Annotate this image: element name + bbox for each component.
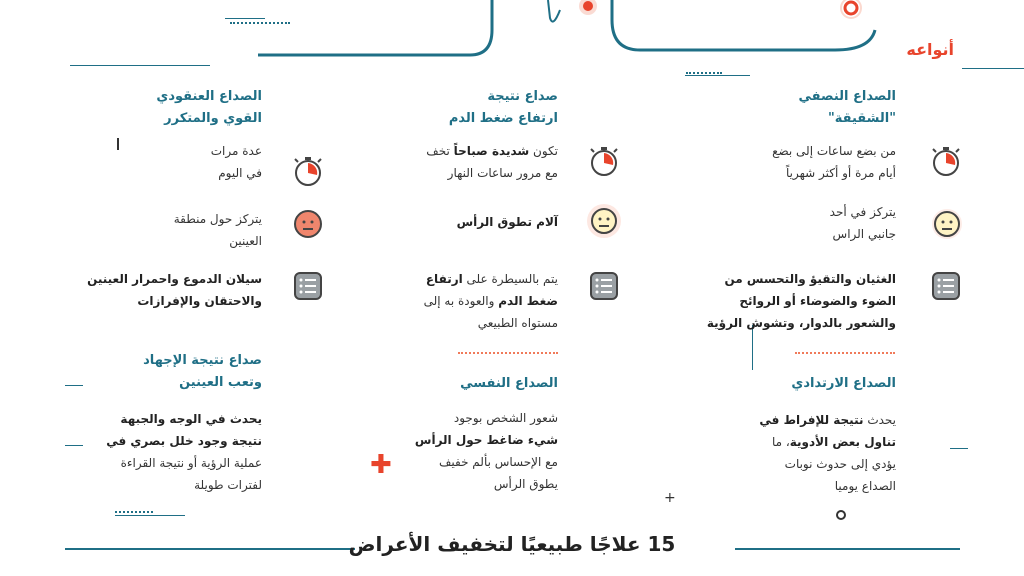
type-eyestrain: صداع نتيجة الإجهاد وتعب العينين xyxy=(143,353,262,390)
migraine-location: يتركز في أحد جانبي الراس xyxy=(829,205,896,241)
type-title: الصداع النصفي xyxy=(798,89,896,104)
migraine-symptoms: الغثيان والتقيؤ والتحسس من الضوء والضوضاء أو الروائح والشعور بالدوار، وتشوش الرؤية xyxy=(706,272,896,330)
divider-dots xyxy=(458,352,558,354)
cluster-frequency: عدة مرات في اليوم xyxy=(210,144,262,180)
rebound-desc: يحدث نتيجة للإفراط في تناول بعض الأدوية، ما يؤدي إلى حدوث نوبات الصداع يوميا xyxy=(759,413,896,493)
hypertension-frequency: تكون شديدة صباحاً تخف مع مرور ساعات النهار xyxy=(426,144,558,180)
plus-icon: ✚ xyxy=(370,450,392,480)
eyestrain-desc: يحدث في الوجه والجبهة نتيجة وجود خلل بصري في عملية الرؤية أو نتيجة القراءة لفترات طويلة xyxy=(106,412,262,492)
stopwatch-icon xyxy=(290,153,326,189)
checklist-icon xyxy=(290,268,326,304)
footer-title: 15 علاجًا طبيعيًا لتخفيف الأعراض xyxy=(348,532,676,556)
stopwatch-icon xyxy=(586,143,622,179)
hypertension-location: آلام تطوق الرأس xyxy=(456,215,558,229)
checklist-icon xyxy=(586,268,622,304)
type-hypertension: صداع نتيجة ارتفاع ضغط الدم xyxy=(448,89,558,126)
neutral-face-icon xyxy=(586,203,622,239)
type-title: "الشقيقة" xyxy=(827,111,896,126)
type-migraine xyxy=(696,86,896,130)
migraine-frequency: من بضع ساعات إلى بضع أيام مرة أو أكثر شهرياً xyxy=(772,144,896,180)
type-cluster: الصداع العنقودي القوي والمتكرر xyxy=(156,89,262,126)
pained-face-icon xyxy=(290,206,326,242)
cluster-symptoms: سيلان الدموع واحمرار العينين والاحتقان والإفرازات xyxy=(87,272,262,308)
type-psychological: الصداع النفسي xyxy=(460,376,558,391)
neutral-face-icon xyxy=(929,206,965,242)
divider-dots xyxy=(795,352,895,354)
stopwatch-icon xyxy=(928,143,964,179)
top-decoration xyxy=(0,0,1024,80)
cluster-location: يتركز حول منطقة العينين xyxy=(173,212,262,248)
small-circle-icon xyxy=(836,510,846,520)
small-plus-icon: + xyxy=(664,490,676,506)
psychological-desc: شعور الشخص بوجود شيء ضاغط حول الرأس مع الإحساس بألم خفيف يطوق الرأس xyxy=(414,411,558,491)
section-heading: أنواعه xyxy=(906,40,954,59)
hypertension-treatment: يتم بالسيطرة على ارتفاع ضغط الدم والعودة به إلى مستواه الطبيعي xyxy=(423,272,558,330)
checklist-icon xyxy=(928,268,964,304)
type-rebound: الصداع الارتدادي xyxy=(791,376,896,391)
